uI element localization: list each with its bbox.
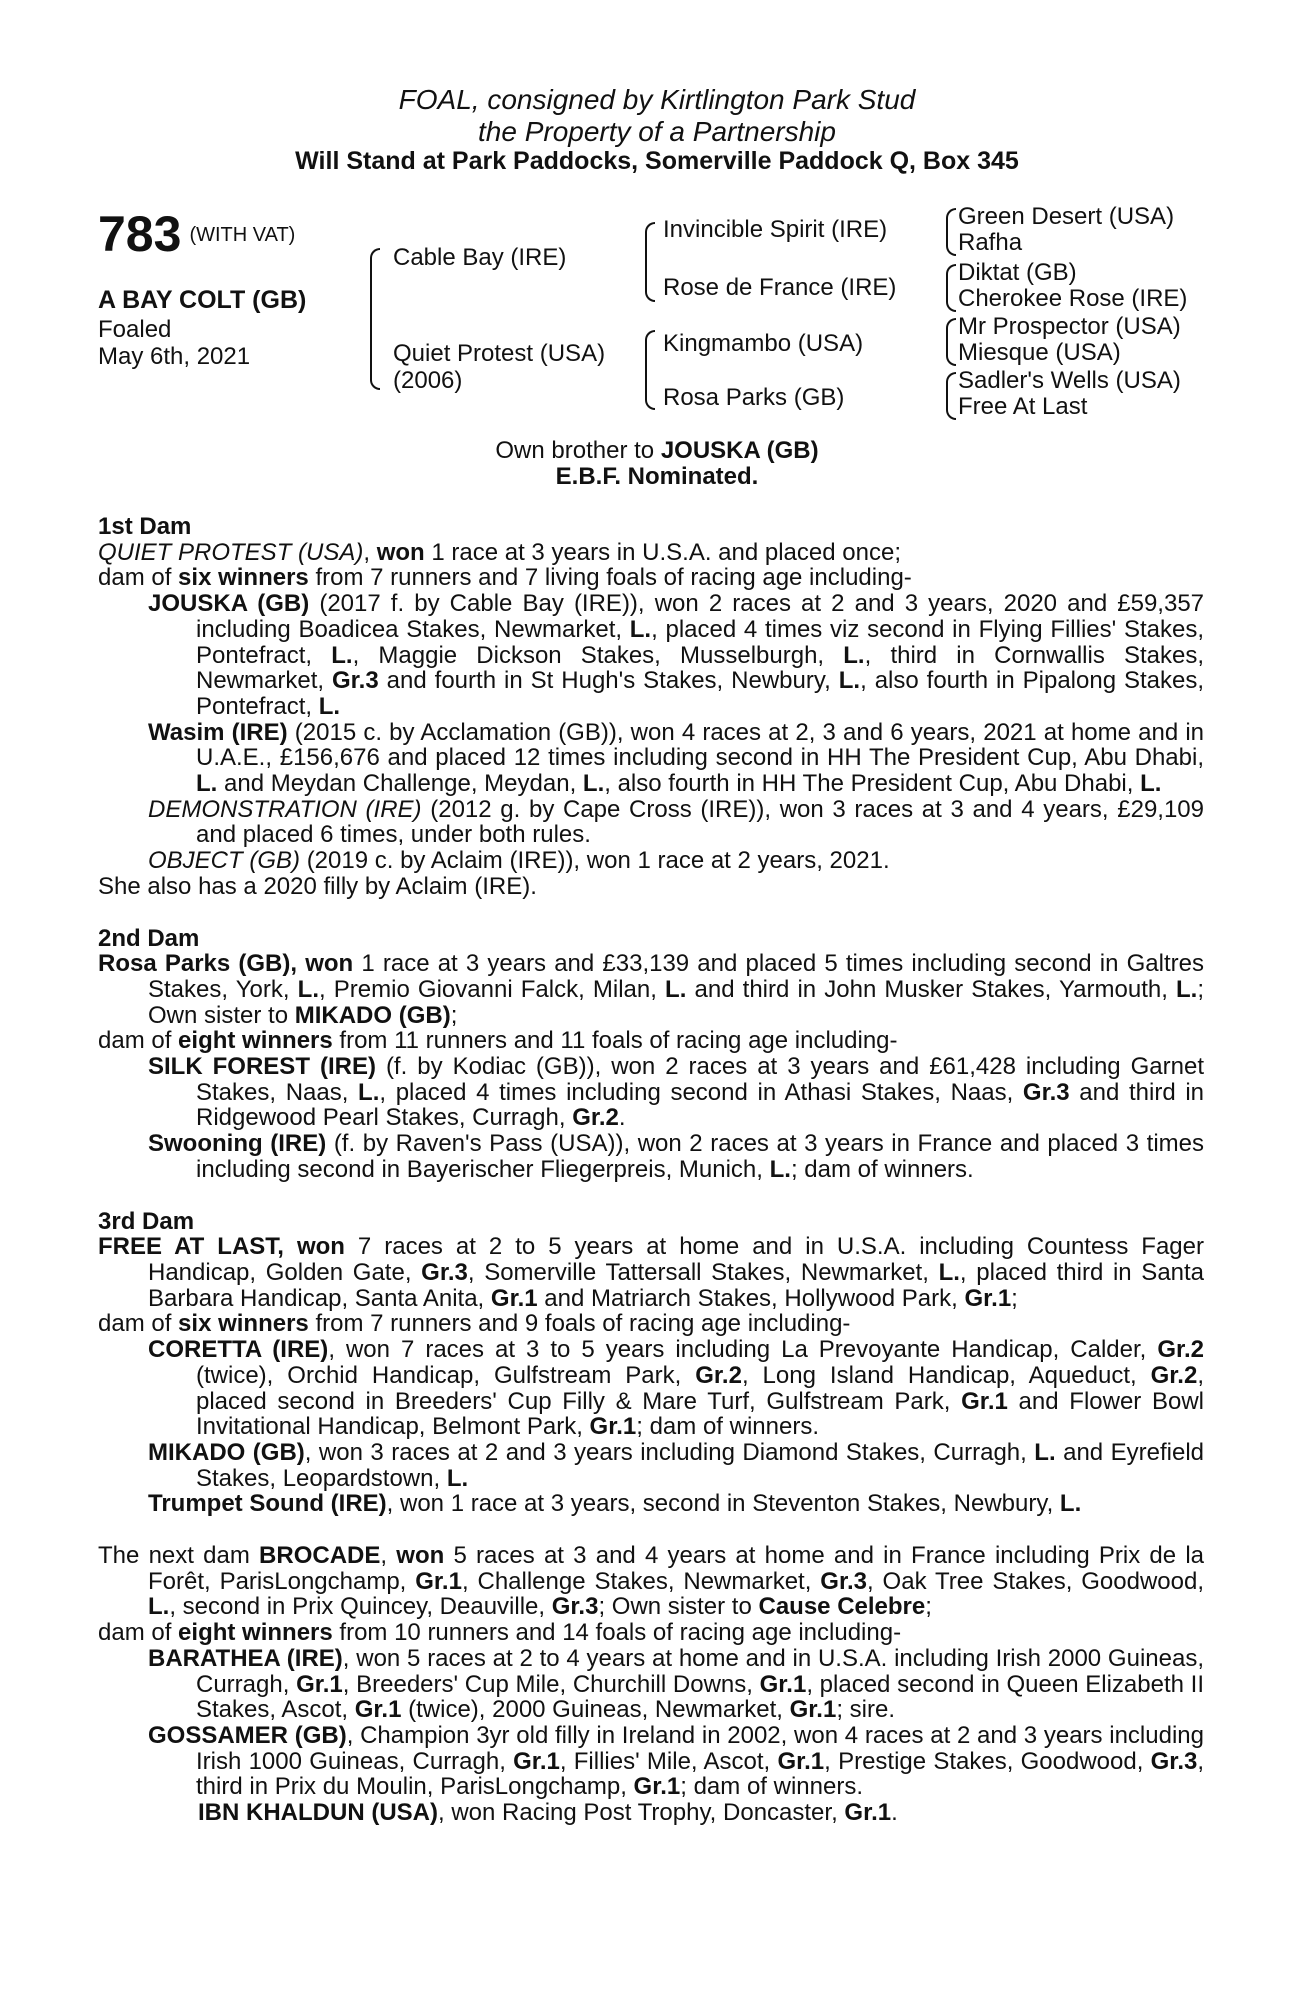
second-dam-line: Rosa Parks (GB), won 1 race at 3 years and £33,139 and placed 5 times including second in Galtres Stakes, York, L., Premio Giovanni Falck, Milan, L. and third in John Musker Stakes, Yarmouth, L.; Own sister to MIKADO (GB); <box>98 950 1205 1029</box>
dam-year: (2006) <box>393 367 463 394</box>
dam-sire: Kingmambo (USA) <box>663 330 864 357</box>
third-dam-produce: dam of six winners from 7 runners and 9 foals of racing age including- <box>98 1310 851 1338</box>
consignor-line: FOAL, consigned by Kirtlington Park Stud <box>398 84 916 115</box>
pedigree-brace-1 <box>370 248 380 390</box>
lot-title: A BAY COLT (GB) <box>98 286 307 314</box>
first-dam-line: QUIET PROTEST (USA), won 1 race at 3 years in U.S.A. and placed once; <box>98 538 901 566</box>
produce-silk-forest: SILK FOREST (IRE) (f. by Kodiac (GB)), won 2 races at 3 years and £61,428 including Garnet Stakes, Naas, L., placed 4 times including second in Athasi Stakes, Naas, Gr.3 and third in Ridgewood Pearl Stakes, Curragh, Gr.2. <box>148 1053 1205 1132</box>
third-dam-heading: 3rd Dam <box>98 1207 195 1235</box>
vat-label: (WITH VAT) <box>189 224 296 246</box>
produce-trumpet-sound: Trumpet Sound (IRE), won 1 race at 3 years, second in Steventon Stakes, Newbury, L. <box>148 1490 1082 1518</box>
pedigree-brace-3d <box>946 372 956 420</box>
sire: Cable Bay (IRE) <box>393 244 567 271</box>
second-dam-produce: dam of eight winners from 11 runners and 11 foals of racing age including- <box>98 1027 898 1055</box>
ggp-4: Cherokee Rose (IRE) <box>958 285 1188 312</box>
produce-ibn-khaldun: IBN KHALDUN (USA), won Racing Post Trophy, Doncaster, Gr.1. <box>198 1799 898 1827</box>
pedigree-brace-3c <box>946 318 956 366</box>
pedigree-brace-3b <box>946 264 956 312</box>
produce-demonstration: DEMONSTRATION (IRE) (2012 g. by Cape Cross (IRE)), won 3 races at 3 and 4 years, £29,109 and placed 6 times, under both rules. <box>148 795 1204 849</box>
produce-gossamer: GOSSAMER (GB), Champion 3yr old filly in Ireland in 2002, won 4 races at 2 and 3 years including Irish 1000 Guineas, Curragh, Gr.1, Fillies' Mile, Ascot, Gr.1, Prestige Stakes, Goodwood, Gr.3, third in Prix du Moulin, ParisLongchamp, Gr.1; dam of winners. <box>148 1721 1205 1801</box>
first-dam-heading: 1st Dam <box>98 513 192 540</box>
sire-dam: Rose de France (IRE) <box>663 274 897 301</box>
ggp-3: Diktat (GB) <box>958 259 1077 286</box>
lot-number: 783 $^{(WITH VAT)}$ <box>98 206 296 262</box>
ggp-1: Green Desert (USA) <box>958 203 1175 230</box>
produce-jouska: JOUSKA (GB) (2017 f. by Cable Bay (IRE)), won 2 races at 2 and 3 years, 2020 and £59,357 including Boadicea Stakes, Newmarket, L., placed 4 times viz second in Flying Fillies' Stakes, Pontefract, L., Maggie Dickson Stakes, Musselburgh, L., third in Cornwallis Stakes, Newmarket, Gr.3 and fourth in St Hugh's Stakes, Newbury, L., also fourth in Pipalong Stakes, Pontefract, L. <box>148 590 1205 720</box>
dam-dam: Rosa Parks (GB) <box>663 384 845 411</box>
third-dam-line: FREE AT LAST, won 7 races at 2 to 5 years at home and in U.S.A. including Countess Fager Handicap, Golden Gate, Gr.3, Somerville Tattersall Stakes, Newmarket, L., placed third in Santa Barbara Handicap, Santa Anita, Gr.1 and Matriarch Stakes, Hollywood Park, Gr.1; <box>98 1233 1205 1312</box>
also-note: She also has a 2020 filly by Aclaim (IRE). <box>98 872 537 900</box>
sire-sire: Invincible Spirit (IRE) <box>663 216 888 243</box>
catalogue-body <box>98 514 1204 1826</box>
produce-wasim: Wasim (IRE) (2015 c. by Acclamation (GB)), won 4 races at 2, 3 and 6 years, 2021 at home and in U.A.E., £156,676 and placed 12 times including second in HH The President Cup, Abu Dhabi, L. and Meydan Challenge, Meydan, L., also fourth in HH The President Cup, Abu Dhabi, L. <box>148 718 1205 798</box>
pedigree-brace-2b <box>645 330 655 410</box>
produce-barathea: BARATHEA (IRE), won 5 races at 2 to 4 years at home and in U.S.A. including Irish 2000 Guineas, Curragh, Gr.1, Breeders' Cup Mile, Churchill Downs, Gr.1, placed second in Queen Elizabeth II Stakes, Ascot, Gr.1 (twice), 2000 Guineas, Newmarket, Gr.1; sire. <box>148 1644 1205 1724</box>
next-dam-line: The next dam BROCADE, won 5 races at 3 and 4 years at home and in France including Prix de la Forêt, ParisLongchamp, Gr.1, Challenge Stakes, Newmarket, Gr.3, Oak Tree Stakes, Goodwood, L., second in Prix Quincey, Deauville, Gr.3; Own sister to Cause Celebre; <box>98 1542 1205 1621</box>
ggp-7: Sadler's Wells (USA) <box>958 367 1181 394</box>
ggp-8: Free At Last <box>958 393 1088 420</box>
foaled-label: Foaled <box>98 316 172 343</box>
ggp-2: Rafha <box>958 229 1023 256</box>
ggp-5: Mr Prospector (USA) <box>958 313 1181 340</box>
produce-object: OBJECT (GB) (2019 c. by Aclaim (IRE)), won 1 race at 2 years, 2021. <box>148 847 890 875</box>
produce-swooning: Swooning (IRE) (f. by Raven's Pass (USA)), won 2 races at 3 years in France and placed 3 times including second in Bayerischer Fliegerpreis, Munich, L.; dam of winners. <box>148 1130 1205 1183</box>
foaled-date: May 6th, 2021 <box>98 343 251 370</box>
produce-mikado: MIKADO (GB), won 3 races at 2 and 3 years including Diamond Stakes, Curragh, L. and Eyrefield Stakes, Leopardstown, L. <box>148 1438 1204 1492</box>
next-dam-produce: dam of eight winners from 10 runners and 14 foals of racing age including- <box>98 1619 902 1647</box>
property-line: the Property of a Partnership <box>478 116 836 147</box>
own-brother-note: Own brother to JOUSKA (GB) <box>495 437 819 464</box>
second-dam-heading: 2nd Dam <box>98 924 200 952</box>
pedigree-brace-3a <box>946 208 956 256</box>
pedigree-brace-2a <box>645 222 655 302</box>
location-line: Will Stand at Park Paddocks, Somerville Paddock Q, Box 345 <box>295 147 1019 175</box>
dam: Quiet Protest (USA) <box>393 340 606 367</box>
ggp-6: Miesque (USA) <box>958 339 1121 366</box>
first-dam-produce: dam of six winners from 7 runners and 7 living foals of racing age including- <box>98 564 912 592</box>
ebf-note: E.B.F. Nominated. <box>555 463 759 490</box>
produce-coretta: CORETTA (IRE), won 7 races at 3 to 5 years including La Prevoyante Handicap, Calder, Gr.2 (twice), Orchid Handicap, Gulfstream Park, Gr.2, Long Island Handicap, Aqueduct, Gr.2, placed second in Breeders' Cup Filly & Mare Turf, Gulfstream Park, Gr.1 and Flower Bowl Invitational Handicap, Belmont Park, Gr.1; dam of winners. <box>148 1336 1205 1441</box>
